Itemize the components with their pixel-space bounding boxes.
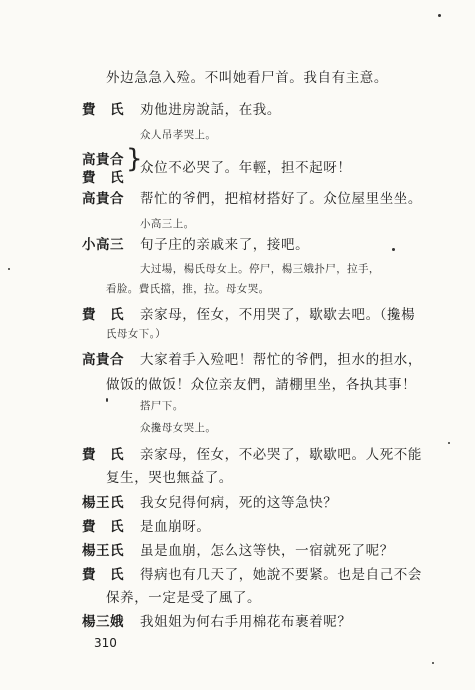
dialogue-line: 做饭的做饭！众位亲友們，請棚里坐，各执其事！ xyxy=(106,377,417,393)
dialogue-line: 大家着手入殓吧！帮忙的爷們，担水的担水， xyxy=(140,352,422,368)
speaker-xiaogao: 小高三 xyxy=(82,237,124,253)
stage-direction: 大过場，楊氏母女上。停尸，楊三娥扑尸，拉手， xyxy=(140,263,380,275)
ink-speck xyxy=(432,662,434,664)
dialogue-line: 保养，一定是受了風了。 xyxy=(106,590,262,606)
stage-direction: 氏母女下。） xyxy=(106,328,167,340)
speaker-yang: 楊王氏 xyxy=(82,495,124,511)
stage-direction: 看脸。費氏擋，推，拉。母女哭。 xyxy=(106,283,270,295)
speaker-fei: 費 氏 xyxy=(82,519,124,535)
dialogue-line: 我姐姐为何右手用棉花布裹着呢？ xyxy=(140,614,352,630)
ink-speck xyxy=(106,398,108,402)
speaker-fei-joint: 費 氏 xyxy=(82,170,124,186)
dialogue-line: 复生，哭也無益了。 xyxy=(106,470,233,486)
dialogue-line: 亲家母，侄女，不必哭了，歇歇吧。人死不能 xyxy=(140,447,422,463)
dialogue-line: 虽是血崩，怎么这等快，一宿就死了呢？ xyxy=(140,543,394,559)
dialogue-line: 是血崩呀。 xyxy=(140,519,211,535)
ink-speck xyxy=(438,14,441,17)
stage-direction: 搭尸下。 xyxy=(140,400,184,412)
stage-direction: 小高三上。 xyxy=(140,218,195,230)
dialogue-line: 得病也有几天了，她說不要紧。也是自己不会 xyxy=(140,567,422,583)
speaker-gao-joint: 高貴合 xyxy=(82,152,124,168)
ink-speck xyxy=(8,268,10,270)
speaker-gao: 高貴合 xyxy=(82,352,124,368)
dialogue-line: 劝他进房說話，在我。 xyxy=(140,102,281,118)
speaker-fei: 費 氏 xyxy=(82,307,124,323)
stage-direction: 众人吊孝哭上。 xyxy=(140,129,217,141)
ink-speck xyxy=(392,248,395,251)
brace-icon: } xyxy=(126,144,143,174)
dialogue-line: 我女兒得何病，死的这等急快？ xyxy=(140,495,338,511)
stage-direction: 众攙母女哭上。 xyxy=(140,422,217,434)
speaker-fei: 費 氏 xyxy=(82,567,124,583)
dialogue-line: 旬子庄的亲戚来了，接吧。 xyxy=(140,237,310,253)
page-number: 310 xyxy=(94,636,117,650)
speaker-yangsan: 楊三娥 xyxy=(82,614,124,630)
dialogue-line: 众位不必哭了。年輕，担不起呀！ xyxy=(140,160,352,176)
dialogue-line: 帮忙的爷們，把棺材搭好了。众位屋里坐坐。 xyxy=(140,191,422,207)
dialogue-line: 外边急急入殓。不叫她看尸首。我自有主意。 xyxy=(106,70,388,86)
dialogue-line: 亲家母，侄女，不用哭了，歇歇去吧。（攙楊 xyxy=(140,307,416,323)
speaker-fei: 費 氏 xyxy=(82,447,124,463)
speaker-gao: 高貴合 xyxy=(82,191,124,207)
speaker-yang: 楊王氏 xyxy=(82,543,124,559)
ink-speck xyxy=(448,442,450,444)
speaker-fei: 費 氏 xyxy=(82,102,124,118)
